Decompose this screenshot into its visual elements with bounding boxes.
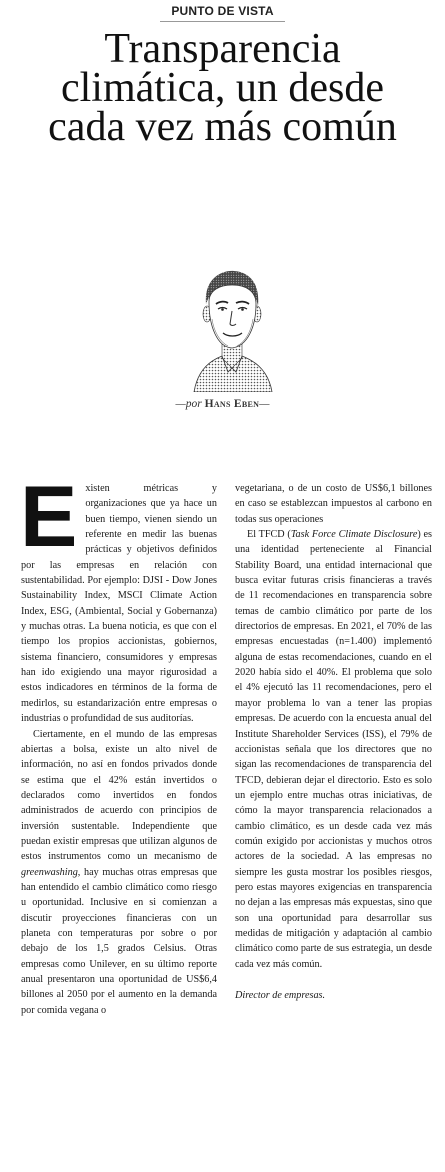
author-signature: Director de empresas. [235,990,326,1001]
paragraph-2-text-b-continued: vegetariana, o de un costo de US$6,1 billones en caso se establezcan impuestos al carbono en todas sus operaciones [235,483,432,525]
paragraph-2-text-b: , hay muchas otras empresas que han entendido el cambio climático como riesgo u oportunidad. Inclusive en si comienzan a discutir proyecciones financieras con un planeta con temperaturas por sobre o por debajo de los 1,5 grados Celsius. Otras empresas como Unilever, en su último reporte anual presentaron una oportunidad de US$6,4 billones al 2050 por el aumento en la demanda por comida vegana o [21,866,217,1016]
headline-line-2: climática, un desde [60,65,385,111]
headline-line-1: Transparencia [104,26,341,72]
drop-cap: E [20,469,78,565]
byline-suffix: — [259,398,270,410]
paragraph-1 [20,469,217,727]
paragraph-2-start [21,727,217,1019]
paragraph-3-text-a: El TFCD ( [247,529,291,541]
byline-prefix: —por [175,398,205,410]
headline [0,26,445,150]
paragraph-2-emphasis: greenwashing [21,866,78,878]
author-portrait [190,264,274,392]
section-divider [160,21,285,22]
article-column-right [235,481,432,1003]
section-label: PUNTO DE VISTA [171,4,274,18]
paragraph-2-continued [235,481,432,527]
byline-author: Hans Eben [204,398,260,410]
byline [0,398,445,410]
paragraph-3-emphasis: Task Force Climate Disclosure [290,529,418,541]
paragraph-3 [235,527,432,972]
paragraph-1-text: xisten métricas y organizaciones que ya hace un buen tiempo, vienen siendo un referente en medir las buenas prácticas y objetivos definidos por las empresas en relación con sustentabilidad. Por ejemplo: DJSI - Dow Jones Sustainability Index, MSCI Climate Action Index, ESG, (Ambiental, Social y Gobernanza) y muchas otras. La buena noticia, es que con el tiempo los propios accionistas, gobiernos, sistema financiero, consumidores y empresas han ido exigiendo una mayor rigurosidad a estos indicadores en términos de la forma de medirlos, su estandarización entre empresas o industrias o profundidad de sus auditorías. [21,483,217,725]
headline-line-3: cada vez más común [48,104,397,150]
paragraph-3-text-b: ) es una identidad perteneciente al Financial Stability Board, una entidad internacional que busca evitar futuras crisis financieras a través de 11 recomendaciones en transparencia sobre temas de cambio climático por parte de los directorios de empresas. En 2021, el 70% de las empresas encuestadas (n=1.400) implementó alguna de estas recomendaciones, cuando en el 2020 había sido el 40%. El problema que solo el 4% ejecutó las 11 recomendaciones, pero el mayor problema lo van a tener las propias empresas. De acuerdo con la encuesta anual del Institute Shareholder Services (ISS), el 79% de accionistas señala que los directores que no sigan las recomendaciones de transparencia del TFCD, debieran dejar el directorio. Esto es solo un ejemplo entre muchas otras iniciativas, de cómo la mayor transparencia relacionados a cambio climático, es un desde cada vez más común exigido por accionistas y muchos otros actores de la sociedad. A las empresas no siempre les gusta mostrar los posibles riesgos, pero estas mayores exigencias en transparencia no dejan a las empresas más expuestas, sino que son una oportunidad para desarrollar sus medidas de mitigación y adaptación al cambio climático como parte de sus estrategia, un desde cada vez más común. [235,529,432,970]
article-column-left [20,469,217,1018]
paragraph-2-text-a: Ciertamente, en el mundo de las empresas abiertas a bolsa, existe un alto nivel de información, no así en fondos privados donde se estima que el 42% están invertidos o declarados como invertidos en fondos administrados de acuerdo con principios de inversión sustentable. Independiente que puedan existir empresas que utilizan algunos de estos instrumentos como un mecanismo de [21,728,217,863]
